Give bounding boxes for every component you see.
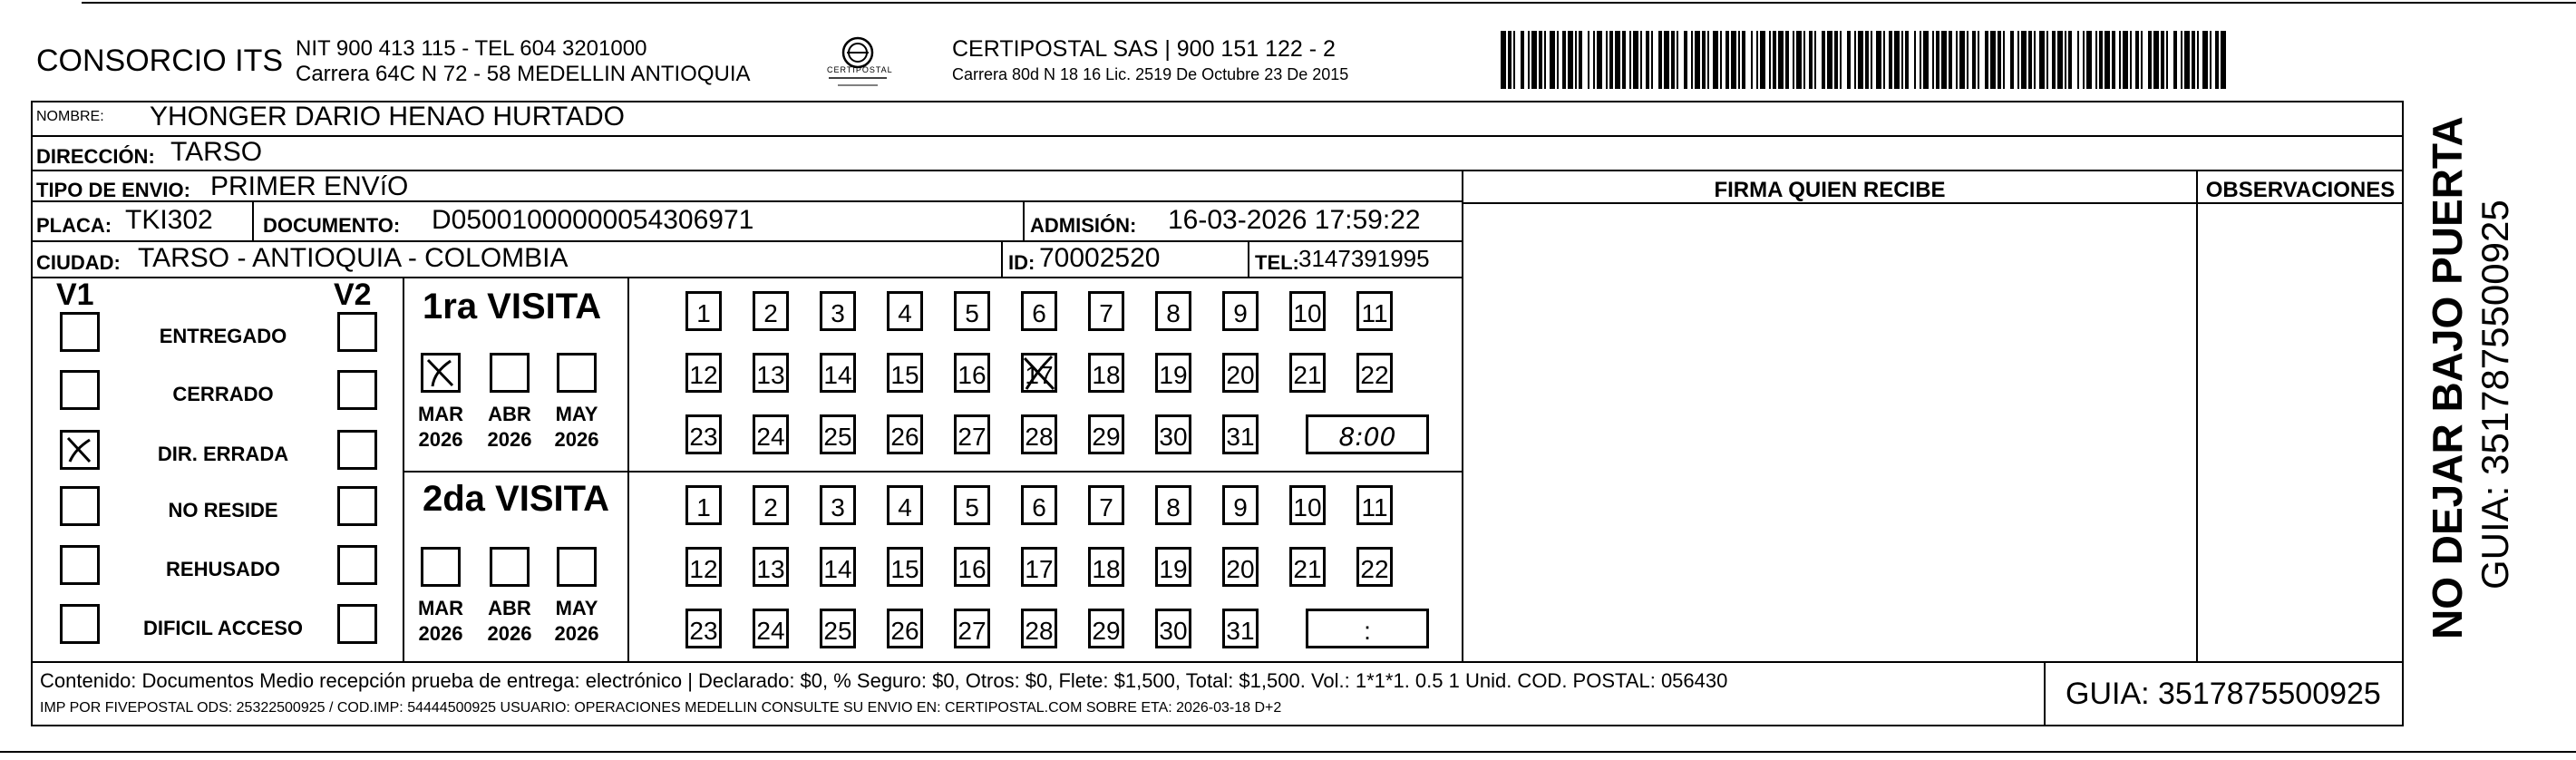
barcode-bar [1695,31,1700,89]
visit2-day-box[interactable]: 1 [685,485,722,525]
month-year: 2026 [554,622,599,645]
month-year: 2026 [487,622,532,645]
barcode-icon [1501,31,2226,89]
barcode-bar [2034,31,2036,89]
barcode-bar [2135,31,2139,89]
status-label: DIR. ERRADA [157,443,289,465]
barcode-bar [2148,31,2152,89]
barcode-bar [1778,31,1784,89]
barcode-bar [1959,31,1965,89]
ship-type-label: TIPO DE ENVIO: [36,179,190,201]
barcode-bar [1720,31,1722,89]
barcode-bar [2210,31,2211,89]
barcode-bar [2077,31,2079,89]
v1-checkbox[interactable] [60,370,100,410]
visit2-day-box[interactable]: 17 [1021,547,1057,587]
document: D05001000000054306971 [432,205,754,235]
v2-checkbox[interactable] [337,312,377,352]
phone-label: TEL: [1255,251,1299,274]
visit1-month-checkbox[interactable] [557,353,597,393]
status-label: DIFICIL ACCESO [142,617,303,639]
visit1-day-box[interactable]: 9 [1222,291,1259,331]
barcode-bar [1785,31,1789,89]
visit2-day-box[interactable]: 30 [1155,609,1191,648]
barcode-bar [1920,31,1921,89]
barcode-bar [1990,31,1996,89]
v1-header: V1 [56,278,94,312]
barcode-bar [1972,31,1976,89]
barcode-bar [1713,31,1718,89]
barcode-bar [1725,31,1729,89]
logo-icon [821,33,894,91]
visit2-day-box[interactable]: 20 [1222,547,1259,587]
barcode-bar [2112,31,2115,89]
barcode-bar [1640,31,1642,89]
recipient-address: TARSO [170,137,263,167]
barcode-bar [2119,31,2121,89]
barcode-bar [2065,31,2066,89]
barcode-bar [2099,31,2103,89]
visit1-time-box[interactable]: 8:00 [1306,414,1429,454]
barcode-bar [1883,31,1885,89]
visit2-month-checkbox[interactable] [421,547,461,587]
side-guide: GUIA: 3517875500925 [2474,200,2516,589]
visit2-month-label [549,596,604,647]
barcode-bar [2130,31,2132,89]
month-year: 2026 [554,428,599,451]
visit1-day-box[interactable]: 19 [1155,353,1191,393]
visit2-day-box[interactable]: 12 [685,547,722,587]
visit2-title: 2da VISITA [423,479,609,519]
barcode-bar [2161,31,2164,89]
barcode-bar [1858,31,1863,89]
barcode-bar [1629,31,1631,89]
barcode-bar [1985,31,1988,89]
barcode-bar [1889,31,1892,89]
barcode-bar [1684,31,1687,89]
barcode-bar [1978,31,1979,89]
barcode-bar [2017,31,2019,89]
phone-divider [1248,242,1249,278]
visit1-day-box[interactable]: 5 [954,291,990,331]
barcode-bar [1606,31,1608,89]
barcode-bar [2153,31,2159,89]
v2-checkbox[interactable] [337,545,377,585]
visit1-title: 1ra VISITA [423,287,602,326]
barcode-bar [2166,31,2168,89]
barcode-bar [1528,31,1530,89]
barcode [1501,31,2226,89]
footer-guide: GUIA: 3517875500925 [2066,677,2381,711]
barcode-bar [1691,31,1693,89]
barcode-bar [1847,31,1851,89]
barcode-bar [1941,31,1947,89]
v2-header: V2 [334,278,372,312]
visit2-day-box[interactable]: 10 [1289,485,1326,525]
visit2-month-label [482,596,537,647]
visit2-day-box[interactable]: 7 [1088,485,1124,525]
check-mark-icon [63,433,97,467]
visit1-day-box[interactable]: 27 [954,414,990,454]
barcode-bar [2192,31,2195,89]
status-label: REHUSADO [166,558,280,580]
barcode-bar [1651,31,1653,89]
side-warning: NO DEJAR BAJO PUERTA [2424,116,2471,639]
barcode-bar [2141,31,2143,89]
barcode-bar [1579,31,1582,89]
barcode-bar [1905,31,1909,89]
barcode-bar [2105,31,2110,89]
barcode-bar [1769,31,1771,89]
barcode-bar [1597,31,1602,89]
visit1-day-box[interactable]: 23 [685,414,722,454]
barcode-bar [1998,31,2001,89]
visit2-day-box[interactable]: 22 [1356,547,1393,587]
id-label: ID: [1008,251,1035,274]
v1-checkbox[interactable] [60,545,100,585]
courier-address: Carrera 80d N 18 16 Lic. 2519 De Octubre 23 De 2015 [952,65,1349,83]
visit1-day-box[interactable]: 10 [1289,291,1326,331]
visit1-month-label [482,402,537,453]
barcode-bar [1793,31,1794,89]
barcode-bar [1539,31,1542,89]
visit2-day-box[interactable]: 5 [954,485,990,525]
visit1-day-box[interactable]: 13 [753,353,789,393]
barcode-bar [1834,31,1838,89]
status-label: CERRADO [172,383,274,405]
v2-checkbox[interactable] [337,370,377,410]
barcode-bar [1588,31,1589,89]
visit1-day-box[interactable]: 20 [1222,353,1259,393]
barcode-bar [1936,31,1939,89]
status-label: NO RESIDE [168,499,278,521]
barcode-bar [2184,31,2190,89]
bottom-rule [0,751,2576,753]
barcode-bar [1840,31,1842,89]
barcode-bar [1914,31,1916,89]
visit1-day-box[interactable]: 14 [820,353,856,393]
visit2-day-box[interactable]: 19 [1155,547,1191,587]
v2-checkbox[interactable] [337,430,377,470]
barcode-bar [2003,31,2005,89]
logo-text: CERTIPOSTAL [827,65,893,74]
barcode-bar [2010,31,2014,89]
barcode-bar [1956,31,1958,89]
visit2-day-box[interactable]: 18 [1088,547,1124,587]
name-label: NOMBRE: [36,109,104,124]
visit1-month-checkbox[interactable] [421,353,461,393]
barcode-bar [1731,31,1736,89]
check-mark-icon [423,356,458,390]
city: TARSO - ANTIOQUIA - COLOMBIA [138,243,569,273]
visit1-day-box[interactable]: 7 [1088,291,1124,331]
barcode-bar [1871,31,1872,89]
visit2-time-box[interactable]: : [1306,609,1429,648]
barcode-bar [1949,31,1952,89]
barcode-bar [1760,31,1765,89]
visit1-day-box[interactable]: 15 [887,353,923,393]
barcode-bar [1822,31,1825,89]
id-value: 70002520 [1039,243,1161,273]
admission-label: ADMISIÓN: [1030,214,1137,237]
barcode-bar [1633,31,1638,89]
barcode-bar [1876,31,1881,89]
barcode-bar [1738,31,1740,89]
barcode-bar [1568,31,1573,89]
visit2-day-box[interactable]: 16 [954,547,990,587]
barcode-bar [1544,31,1546,89]
company-address: Carrera 64C N 72 - 58 MEDELLIN ANTIOQUIA [296,62,751,86]
barcode-bar [1664,31,1669,89]
signature-header: FIRMA QUIEN RECIBE [1714,178,1946,202]
observations-header: OBSERVACIONES [2205,178,2396,202]
visit1-day-box[interactable]: 29 [1088,414,1124,454]
barcode-bar [2083,31,2085,89]
barcode-bar [2215,31,2219,89]
visit2-day-box[interactable]: 24 [753,609,789,648]
barcode-bar [2086,31,2092,89]
address-label: DIRECCIÓN: [36,145,155,168]
footer-rule [31,661,2404,663]
barcode-bar [1967,31,1968,89]
month-year: 2026 [418,428,463,451]
barcode-bar [1894,31,1900,89]
visit2-day-box[interactable]: 15 [887,547,923,587]
footer-content: Contenido: Documentos Medio recepción prueba de entrega: electrónico | Declarado: $0, % Seguro: $0, Otros: $0, Flete: $1,500, Total: $1,500. Vol.: 1*1*1. 0.5 1 Unid. COD. POSTAL: 056430 [40,669,1728,692]
visit1-month-label [549,402,604,453]
visit2-day-box[interactable]: 11 [1356,485,1393,525]
barcode-bar [1593,31,1595,89]
day-mark-icon [1021,353,1057,397]
recipient-name: YHONGER DARIO HENAO HURTADO [150,102,625,132]
visit2-month-label [413,596,468,647]
barcode-bar [1854,31,1856,89]
visit1-month-checkbox[interactable] [490,353,530,393]
visit1-day-box[interactable]: 18 [1088,353,1124,393]
barcode-bar [2057,31,2063,89]
barcode-bar [1707,31,1709,89]
visit1-day-box[interactable]: 11 [1356,291,1393,331]
barcode-bar [2181,31,2182,89]
barcode-bar [1742,31,1745,89]
barcode-bar [2221,31,2226,89]
month-name: ABR [488,403,531,425]
barcode-bar [2202,31,2208,89]
v2-checkbox[interactable] [337,486,377,526]
visit1-day-box[interactable]: 12 [685,353,722,393]
barcode-bar [1513,31,1515,89]
month-name: ABR [488,597,531,619]
barcode-bar [1575,31,1577,89]
barcode-bar [1521,31,1524,89]
barcode-bar [1773,31,1776,89]
barcode-bar [2028,31,2032,89]
footer-imp: IMP POR FIVEPOSTAL ODS: 25322500925 / COD.IMP: 54444500925 USUARIO: OPERACIONES MEDELLIN CONSULTE SU ENVIO EN: CERTIPOSTAL.COM SOBRE ETA: 2026-03-18 D+2 [40,700,1282,716]
signature-col-border [1462,171,1463,661]
visit1-day-box[interactable]: 26 [887,414,923,454]
month-name: MAY [555,597,598,619]
visit2-day-box[interactable]: 13 [753,547,789,587]
barcode-bar [1562,31,1566,89]
visit2-day-box[interactable]: 26 [887,609,923,648]
month-name: MAR [417,597,464,619]
month-year: 2026 [418,622,463,645]
ship-type: PRIMER ENVíO [210,171,409,201]
status-label: ENTREGADO [159,325,287,347]
barcode-bar [1803,31,1805,89]
visit2-day-box[interactable]: 27 [954,609,990,648]
visit2-day-box[interactable]: 31 [1222,609,1259,648]
visit1-day-box[interactable]: 4 [887,291,923,331]
barcode-bar [1501,31,1506,89]
visit1-day-box[interactable]: 30 [1155,414,1191,454]
visit1-day-box[interactable]: 3 [820,291,856,331]
barcode-bar [2095,31,2097,89]
visit2-month-checkbox[interactable] [557,547,597,587]
v1-checkbox[interactable] [60,430,100,470]
barcode-bar [1923,31,1929,89]
month-year: 2026 [487,428,532,451]
barcode-bar [1932,31,1934,89]
barcode-bar [2046,31,2048,89]
barcode-bar [1901,31,1903,89]
plate-label: PLACA: [36,214,112,237]
visit2-day-box[interactable]: 14 [820,547,856,587]
visit2-day-box[interactable]: 4 [887,485,923,525]
visit1-day-box[interactable]: 6 [1021,291,1057,331]
visit1-day-box[interactable]: 25 [820,414,856,454]
barcode-bar [1814,31,1816,89]
company-nit: NIT 900 413 115 - TEL 604 3201000 [296,36,647,61]
visit1-day-box[interactable]: 2 [753,291,789,331]
id-divider [1001,242,1003,278]
city-label: CIUDAD: [36,251,121,274]
document-label: DOCUMENTO: [263,214,401,237]
phone: 3147391995 [1298,245,1430,272]
visit2-day-box[interactable]: 25 [820,609,856,648]
visit2-day-box[interactable]: 8 [1155,485,1191,525]
v1-checkbox[interactable] [60,486,100,526]
visit2-day-box[interactable]: 29 [1088,609,1124,648]
barcode-bar [2068,31,2072,89]
visit1-day-box[interactable]: 17 [1021,353,1057,393]
barcode-bar [2173,31,2177,89]
barcode-bar [1702,31,1706,89]
barcode-bar [1531,31,1537,89]
admission-divider [1023,202,1025,242]
barcode-bar [1609,31,1613,89]
barcode-bar [1622,31,1626,89]
row-address [31,137,2404,171]
visit1-day-box[interactable]: 31 [1222,414,1259,454]
visit1-day-box[interactable]: 22 [1356,353,1393,393]
certipostal-logo [821,33,894,91]
header-top-rule [82,2,2576,4]
barcode-bar [2039,31,2045,89]
observations-col-border [2196,171,2198,661]
visit2-day-box[interactable]: 3 [820,485,856,525]
visit1-day-box[interactable]: 1 [685,291,722,331]
v1-checkbox[interactable] [60,604,100,644]
barcode-bar [1865,31,1869,89]
barcode-bar [1796,31,1802,89]
barcode-bar [2123,31,2128,89]
month-name: MAY [555,403,598,425]
plate-divider [252,202,254,242]
visit2-month-checkbox[interactable] [490,547,530,587]
visit1-day-box[interactable]: 16 [954,353,990,393]
visit1-day-box[interactable]: 8 [1155,291,1191,331]
visit1-day-box[interactable]: 28 [1021,414,1057,454]
footer-guide-divider [2044,661,2046,726]
v2-checkbox[interactable] [337,604,377,644]
barcode-bar [1671,31,1675,89]
barcode-bar [2021,31,2027,89]
barcode-bar [1557,31,1559,89]
visit2-day-box[interactable]: 2 [753,485,789,525]
visit2-day-box[interactable]: 9 [1222,485,1259,525]
barcode-bar [1756,31,1758,89]
barcode-bar [1658,31,1662,89]
barcode-bar [1827,31,1832,89]
visit1-day-box[interactable]: 21 [1289,353,1326,393]
barcode-bar [1550,31,1555,89]
barcode-bar [1615,31,1620,89]
visit1-day-box[interactable]: 24 [753,414,789,454]
visit2-day-box[interactable]: 6 [1021,485,1057,525]
barcode-bar [1677,31,1678,89]
month-name: MAR [417,403,464,425]
visit2-day-box[interactable]: 23 [685,609,722,648]
visit2-day-box[interactable]: 21 [1289,547,1326,587]
company-name: CONSORCIO ITS [36,44,284,78]
visit2-day-box[interactable]: 28 [1021,609,1057,648]
admission: 16-03-2026 17:59:22 [1168,205,1421,235]
barcode-bar [1809,31,1813,89]
v1-checkbox[interactable] [60,312,100,352]
barcode-bar [1646,31,1649,89]
visit1-month-label [413,402,468,453]
courier-name: CERTIPOSTAL SAS | 900 151 122 - 2 [952,36,1336,62]
barcode-bar [2197,31,2199,89]
plate: TKI302 [125,205,213,235]
barcode-bar [1508,31,1512,89]
barcode-bar [1751,31,1753,89]
barcode-bar [2052,31,2056,89]
